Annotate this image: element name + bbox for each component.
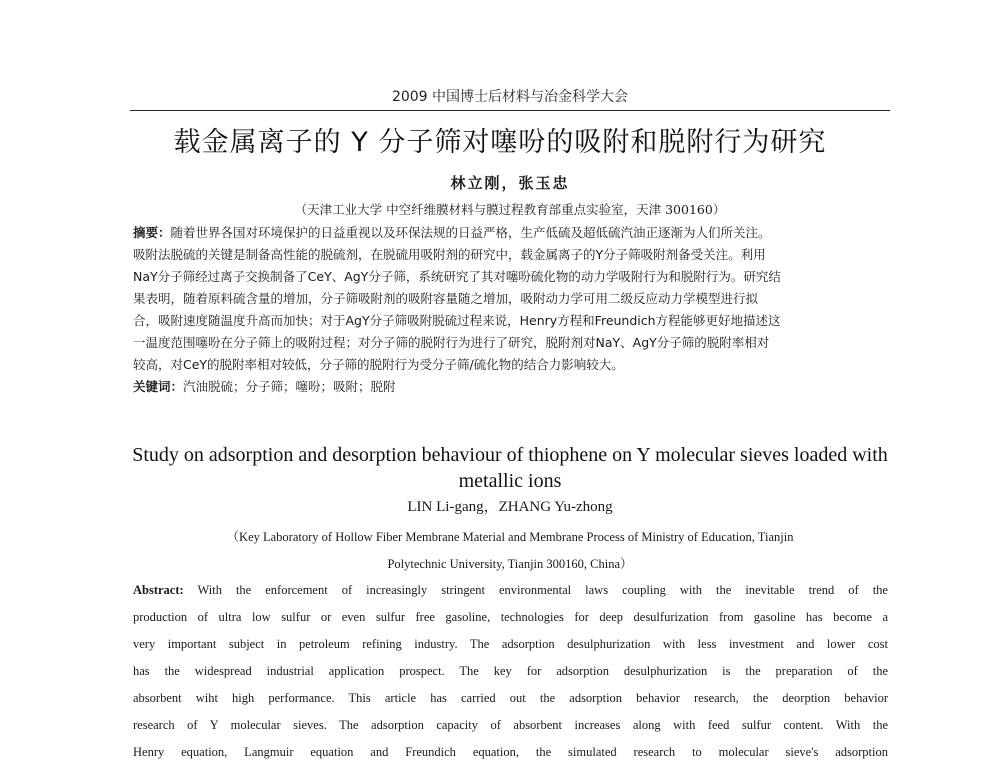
affiliation-en-line: Polytechnic University, Tianjin 300160, China）	[387, 557, 633, 571]
abstract-en-label: Abstract:	[133, 583, 184, 597]
affiliation-en	[130, 524, 890, 578]
abstract-en	[133, 577, 888, 766]
title-cn: 载金属离子的 Y 分子筛对噻吩的吸附和脱附行为研究	[173, 127, 827, 158]
title-en-line: metallic ions	[458, 470, 562, 492]
abstract-cn-line: 较高，对CeY的脱附率相对较低，分子筛的脱附行为受分子筛/硫化物的结合力影响较大。	[133, 357, 624, 372]
authors-en: LIN Li-gang，ZHANG Yu-zhong	[407, 499, 613, 515]
header-rule	[130, 110, 890, 111]
keywords-cn: 关键词：汽油脱硫；分子筛；噻吩；吸附；脱附	[133, 379, 396, 394]
abstract-cn-line: 果表明，随着原料硫含量的增加，分子筛吸附剂的吸附容量随之增加，吸附动力学可用二级反应动力学模型进行拟	[133, 291, 759, 306]
conference-header: 2009 中国博士后材料与冶金科学大会	[391, 89, 629, 105]
abstract-en-line: absorbent wiht high performance. This article has carried out the adsorption behavior research, the deorption behavior	[133, 691, 888, 705]
abstract-en-line: research of Y molecular sieves. The adsorption capacity of absorbent increases along with feed sulfur content. With the	[133, 718, 888, 732]
title-en	[110, 442, 910, 494]
abstract-en-line: Henry equation, Langmuir equation and Freundich equation, the simulated research to molecular sieve's adsorption	[133, 745, 888, 759]
abstract-en-line: has the widespread industrial application prospect. The key for adsorption desulphurization is the preparation of the	[133, 664, 888, 678]
authors-cn: 林立刚，张玉忠	[450, 174, 570, 192]
affiliation-en-line: （Key Laboratory of Hollow Fiber Membrane Material and Membrane Process of Ministry of Education, Tianjin	[226, 530, 794, 544]
abstract-cn-line: 吸附法脱硫的关键是制备高性能的脱硫剂，在脱硫用吸附剂的研究中，载金属离子的Y分子筛吸附剂备受关注。利用	[133, 247, 766, 262]
title-en-line: Study on adsorption and desorption behaviour of thiophene on Y molecular sieves loaded with	[132, 444, 888, 466]
abstract-cn-line: 一温度范围噻吩在分子筛上的吸附过程；对分子筛的脱附行为进行了研究，脱附剂对NaY、AgY分子筛的脱附率相对	[133, 335, 770, 350]
abstract-cn-line: 合，吸附速度随温度升高而加快；对于AgY分子筛吸附脱硫过程来说，Henry方程和Freundich方程能够更好地描述这	[133, 313, 781, 328]
abstract-en-line: very important subject in petroleum refining industry. The adsorption desulphurization with less investment and lower cost	[133, 637, 888, 651]
abstract-cn-line: 摘要：随着世界各国对环境保护的日益重视以及环保法规的日益严格，生产低硫及超低硫汽油正逐渐为人们所关注。	[133, 225, 771, 240]
abstract-cn	[133, 222, 888, 398]
keywords-cn-label: 关键词：	[133, 379, 184, 394]
abstract-en-line: Abstract: With the enforcement of increasingly stringent environmental laws coupling with the inevitable trend of the	[133, 583, 888, 597]
affiliation-cn: （天津工业大学 中空纤维膜材料与膜过程教育部重点实验室，天津 300160）	[294, 202, 726, 217]
abstract-cn-label: 摘要：	[133, 225, 171, 240]
abstract-en-line: production of ultra low sulfur or even sulfur free gasoline, technologies for deep desulfurization from gasoline has become a	[133, 610, 888, 624]
abstract-cn-line: NaY分子筛经过离子交换制备了CeY、AgY分子筛，系统研究了其对噻吩硫化物的动力学吸附行为和脱附行为。研究结	[133, 269, 781, 284]
